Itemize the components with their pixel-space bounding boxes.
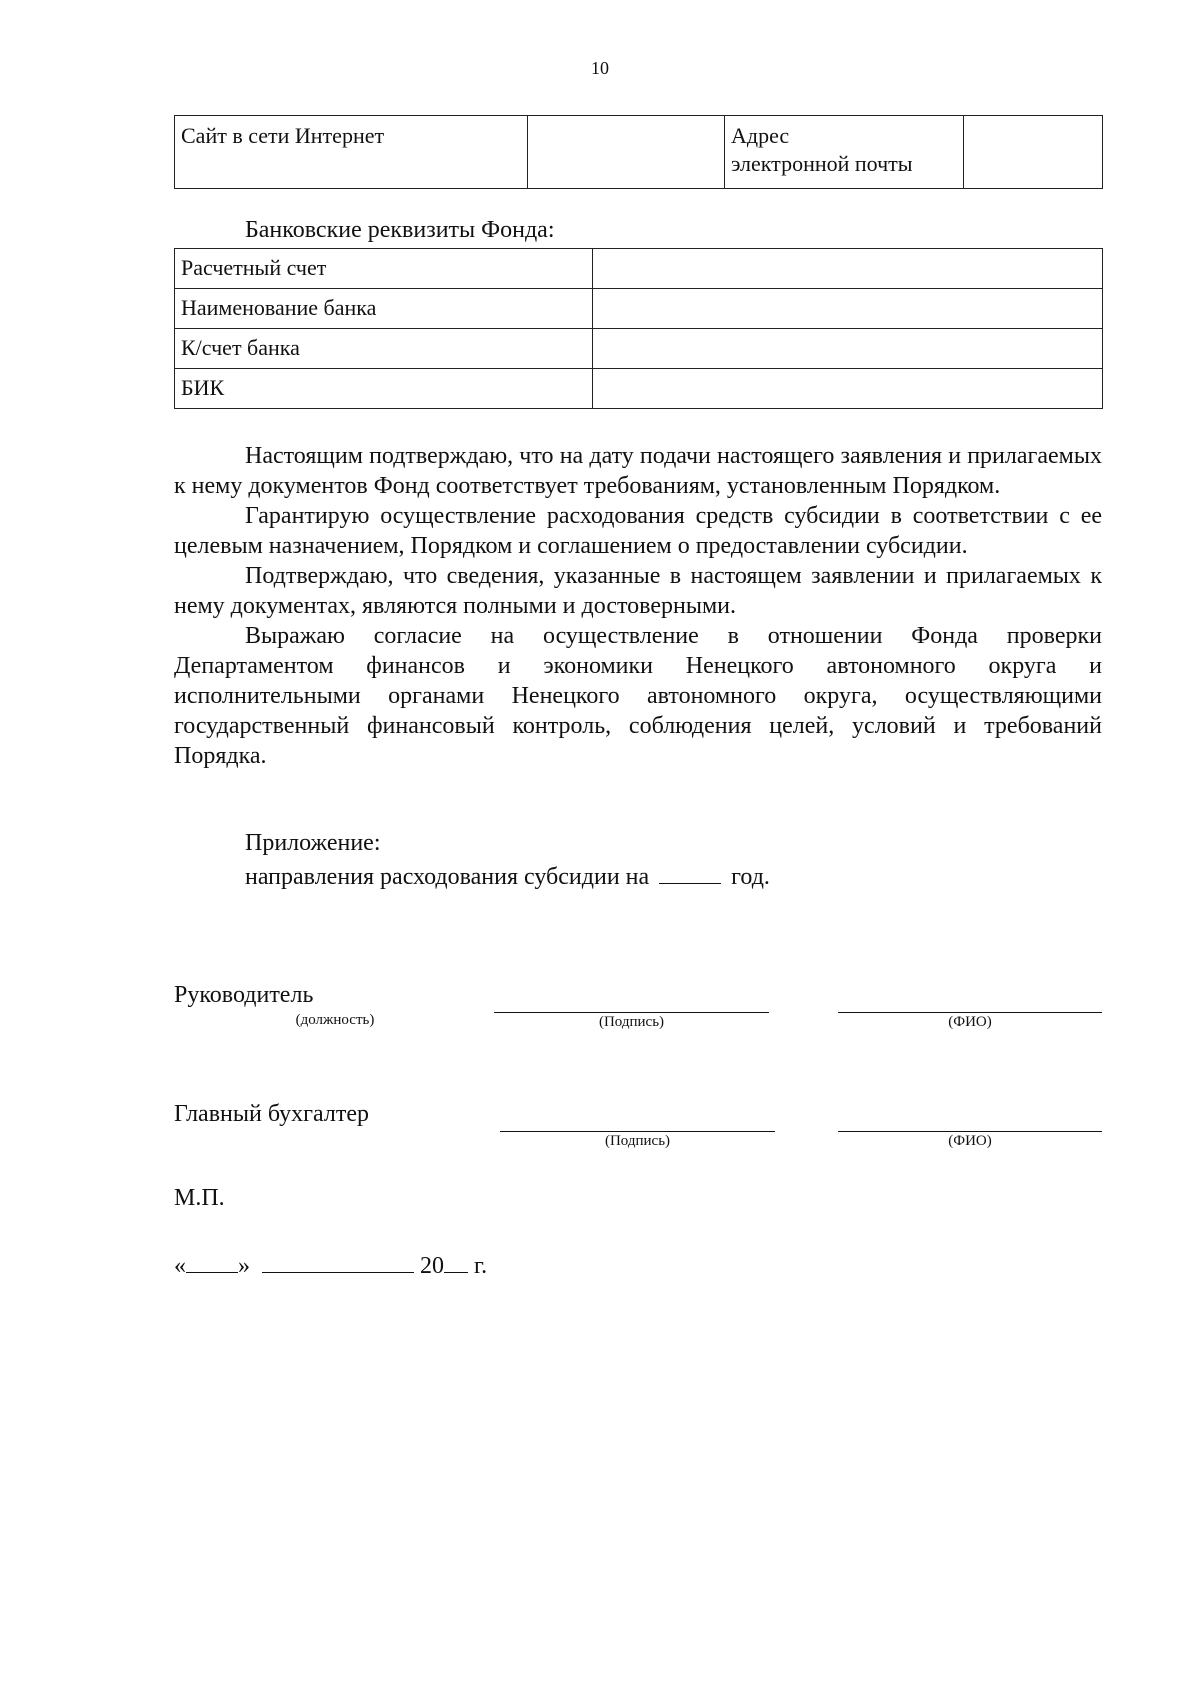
accountant-label: Главный бухгалтер [174, 1101, 369, 1127]
position-caption: (должность) [295, 1012, 375, 1028]
year-suffix: г. [474, 1253, 488, 1279]
paragraph-consent: Выражаю согласие на осуществление в отношении Фонда проверки Департаментом финансов и экономики Ненецкого автономного округа и исполнительными органами Ненецкого автономного округа, осуществляющими государственный финансовый контроль, соблюдения целей, условий и требований Порядка. [174, 623, 1102, 769]
statement-body [174, 441, 1102, 771]
bank-row-label: Расчетный счет [175, 249, 593, 289]
date-close-quote: » [238, 1253, 250, 1279]
bank-row-value [593, 329, 1103, 369]
bank-details-table [174, 248, 1103, 409]
month-blank [262, 1250, 414, 1273]
attachment-title: Приложение: [245, 830, 381, 856]
paragraph-guarantee: Гарантирую осуществление расходования средств субсидии в соответствии с ее целевым назначением, Порядком и соглашением о предоставлении субсидии. [174, 503, 1102, 559]
head-signature-line [494, 1012, 769, 1013]
day-blank [186, 1250, 238, 1273]
date-line [174, 1250, 487, 1280]
year-digits-blank [444, 1250, 468, 1273]
bank-row-label: БИК [175, 369, 593, 409]
email-label-cell [725, 116, 964, 189]
contact-table [174, 115, 1103, 189]
bank-details-title: Банковские реквизиты Фонда: [245, 217, 555, 243]
accountant-signature-line [500, 1131, 775, 1132]
attachment-year-word: год. [731, 864, 770, 890]
stamp-place-label: М.П. [174, 1185, 225, 1211]
date-open-quote: « [174, 1253, 186, 1279]
bank-row-value [593, 249, 1103, 289]
head-label: Руководитель [174, 982, 314, 1008]
attachment-block [245, 826, 770, 894]
email-label-line2: электронной почты [731, 151, 913, 176]
bank-row-value [593, 369, 1103, 409]
head-signature-caption: (Подпись) [598, 1014, 665, 1030]
email-value-cell [964, 116, 1103, 189]
accountant-signature-caption: (Подпись) [604, 1133, 671, 1149]
accountant-fio-caption: (ФИО) [948, 1133, 992, 1149]
year-prefix: 20 [420, 1253, 444, 1279]
email-label-line1: Адрес [731, 123, 790, 148]
accountant-fio-line [838, 1131, 1102, 1132]
paragraph-confirmation: Настоящим подтверждаю, что на дату подачи настоящего заявления и прилагаемых к нему документов Фонд соответствует требованиям, установленным Порядком. [174, 443, 1102, 499]
attachment-line [245, 860, 770, 894]
table-row [175, 329, 1103, 369]
website-label: Сайт в сети Интернет [175, 116, 528, 189]
paragraph-accuracy: Подтверждаю, что сведения, указанные в настоящем заявлении и прилагаемых к нему документах, являются полными и достоверными. [174, 563, 1102, 619]
table-row [175, 289, 1103, 329]
bank-row-value [593, 289, 1103, 329]
page-number: 10 [591, 58, 609, 78]
table-row [175, 369, 1103, 409]
attachment-text: направления расходования субсидии на [245, 864, 650, 890]
website-value-cell [528, 116, 725, 189]
table-row [175, 249, 1103, 289]
head-fio-line [838, 1012, 1102, 1013]
head-fio-caption: (ФИО) [948, 1014, 992, 1030]
year-blank [659, 861, 721, 884]
bank-row-label: К/счет банка [175, 329, 593, 369]
bank-row-label: Наименование банка [175, 289, 593, 329]
